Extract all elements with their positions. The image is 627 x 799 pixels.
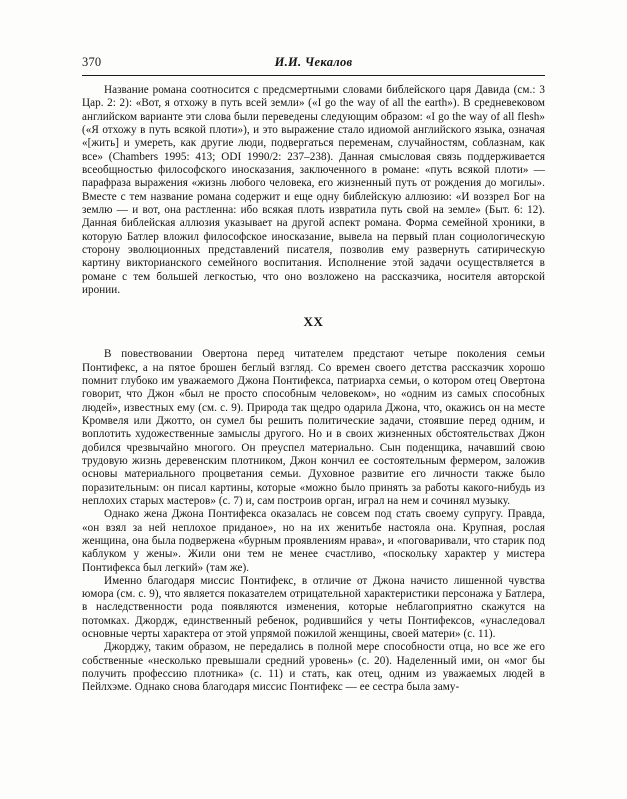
paragraph: В повествовании Овертона перед читателем предстают четыре поколения семьи Понтифекс, а на пятое брошен беглый взгляд. Со времен своего детства рассказчик хорошо помнит глубоко им уважаемого Джона Понтифекса, патриарха семьи, о котором отец Овертона говорит, что Джон «был не просто способным человеком», но «одним из самых способных людей», известных ему (см. с. 9). Природа так щедро одарила Джона, что, окажись он на месте Кромвеля или Джотто, он сумел бы решить политические задачи, стоявшие перед одним, и воплотить художественные замыслы другого. Но и в своих жизненных обстоятельствах Джон добился чрезвычайно многого. Он преуспел материально. Сын поденщика, начавший свою трудовую жизнь деревенским плотником, Джон кончил ее состоятельным фермером, заложив основы материального процветания семьи. Духовное развитие его личности также было поразительным: он писал картины, которые «можно было принять за работы какого-нибудь из неплохих старых мастеров» (с. 7) и, сам построив орган, играл на нем и сочинял музыку.: [82, 348, 545, 507]
paragraph: Название романа соотносится с предсмертными словами библейского царя Давида (см.: 3 Цар. 2: 2): «Вот, я отхожу в путь всей земли» («I go the way of all the earth»). В средневековом английском варианте эти слова были переведены следующим образом: «I go the way of all flesh» («Я отхожу в путь всякой плоти»), и это выражение стало идиомой английского языка, означая «[жить] и умереть, как другие люди, подвергаться переменам, случайностям, соблазнам, как все» (Chambers 1995: 413; ODI 1990/2: 237–238). Данная смысловая связь поддерживается всеобщностью философского иносказания, заключенного в романе: «путь всякой плоти» — парафраза выражения «жизнь любого человека, его жизненный путь от рождения до могилы». Вместе с тем название романа содержит и еще одну библейскую аллюзию: «И воззрел Бог на землю — и вот, она растленна: ибо всякая плоть извратила путь свой на земле» (Быт. 6: 12). Данная библейская аллюзия указывает на другой аспект романа. Форма семейной хроники, в которую Батлер вложил философское иносказание, вывела на первый план социологическую сторону эволюционных представлений писателя, позволив ему развернуть сатирическую картину викторианского семейного воспитания. Исполнение этой задачи осуществляется в романе с тем большей легкостью, что оно возложено на рассказчика, носителя авторской иронии.: [82, 84, 545, 296]
paragraph: Однако жена Джона Понтифекса оказалась не совсем под стать своему супругу. Правда, «он взял за ней неплохое приданое», но на их женитьбе настояла она. Крупная, рослая женщина, она была подвержена «бурным проявлениям нрава», и «поговаривали, что старик под каблуком у жены». Жили они тем не менее счастливо, «поскольку характер у мистера Понтифекса был легкий» (там же).: [82, 508, 545, 574]
paragraph: Джорджу, таким образом, не передались в полной мере способности отца, но все же его собственные «несколько превышали средний уровень» (с. 20). Наделенный ими, он «мог бы получить профессию плотника» (с. 11) и стать, как отец, одним из уважаемых людей в Пейлхэме. Однако снова благодаря миссис Понтифекс — ее сестра была заму-: [82, 641, 545, 694]
section-heading: XX: [303, 314, 324, 330]
running-head: [82, 54, 545, 72]
header-rule: [82, 75, 545, 76]
page-number: 370: [82, 55, 102, 69]
body-text-column: [82, 84, 545, 695]
running-head-author: И.И. Чекалов: [274, 55, 353, 69]
paragraph: Именно благодаря миссис Понтифекс, в отличие от Джона начисто лишенной чувства юмора (см. с. 9), что является показателем отрицательной характеристики персонажа у Батлера, в наследственности рода появляются изменения, которые неблагоприятно скажутся на потомках. Джордж, единственный ребенок, родившийся у четы Понтифексов, «унаследовал основные черты характера от этой упрямой пожилой женщины, своей матери» (с. 11).: [82, 574, 545, 641]
